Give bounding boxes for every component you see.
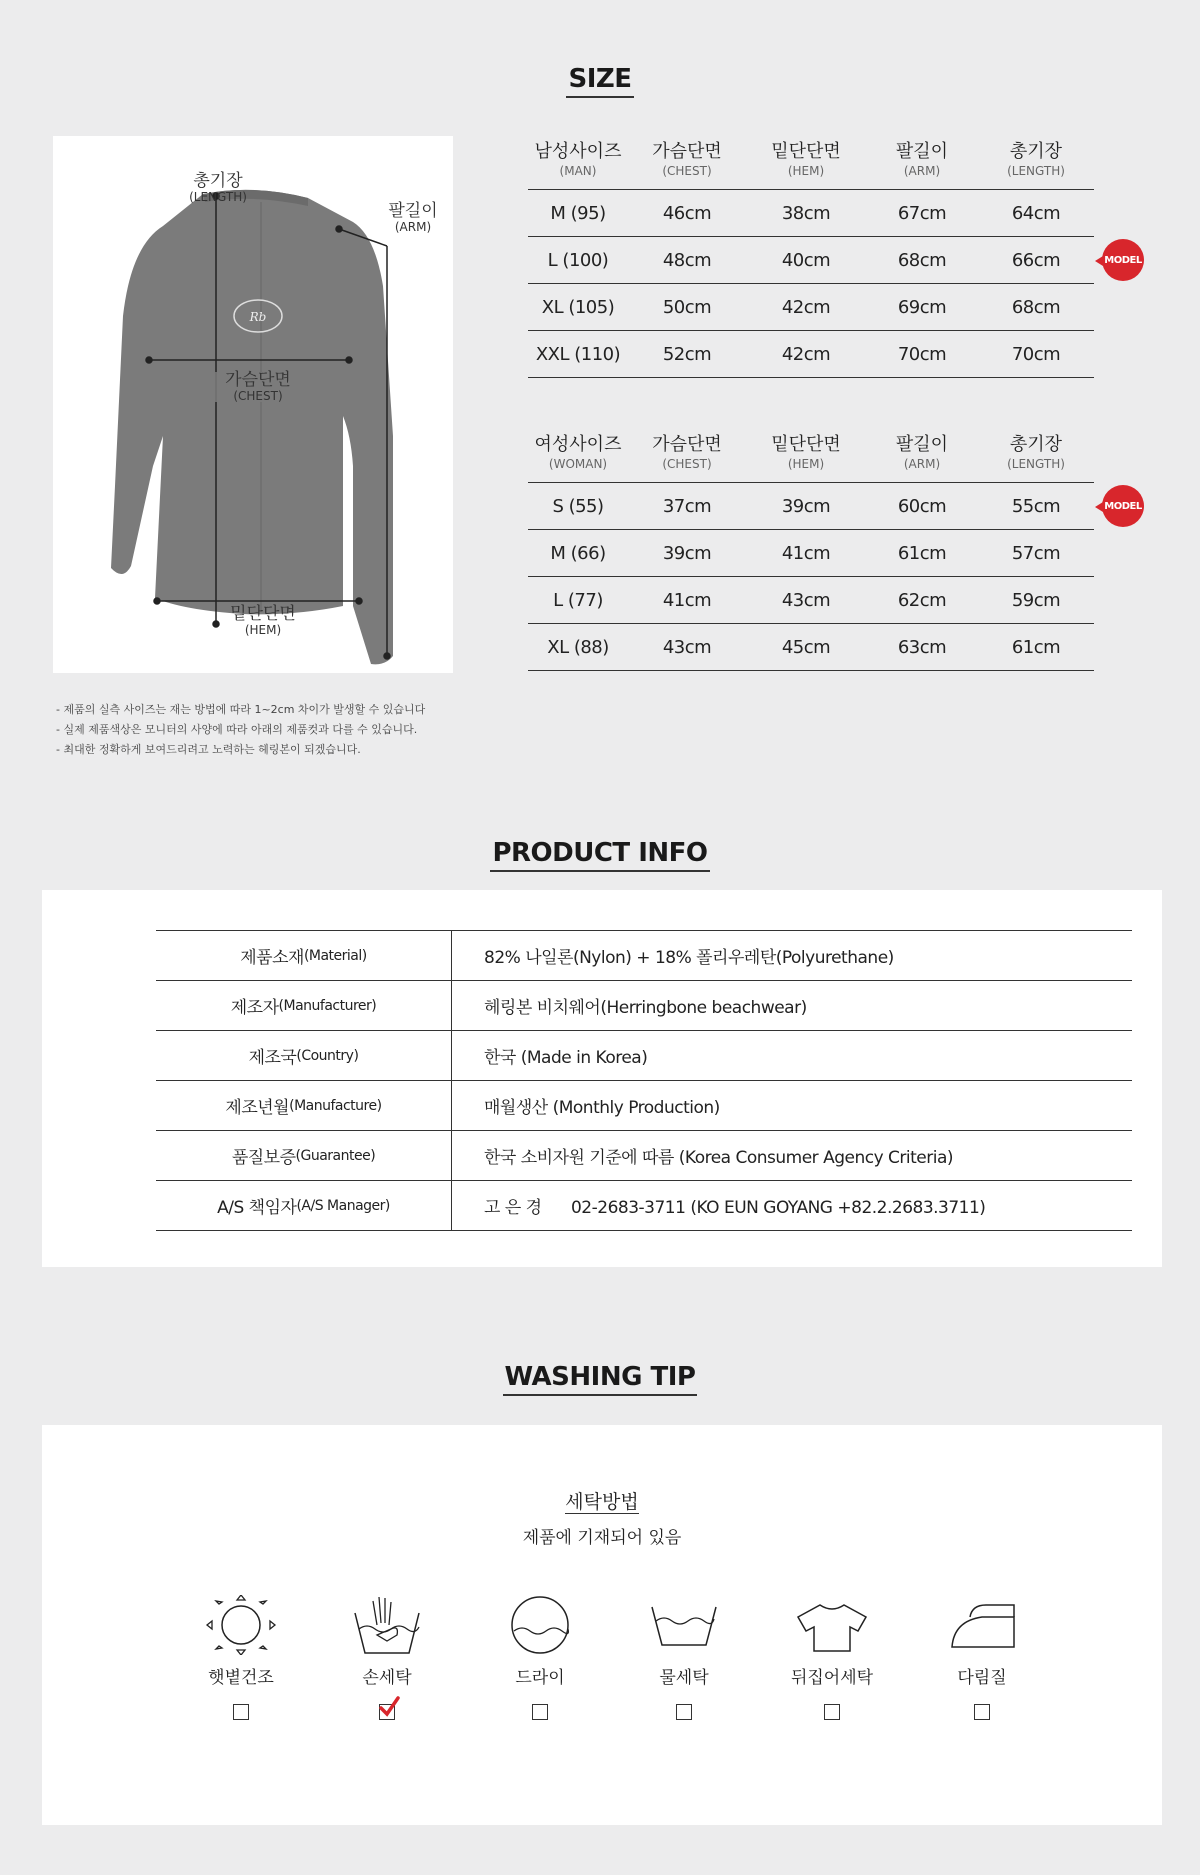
table-row: 품질보증 (Guarantee) 한국 소비자원 기준에 따름 (Korea Consumer Agency Criteria) <box>156 1131 1132 1181</box>
wash-item-iron: 다림질 <box>922 1595 1042 1720</box>
inside-out-shirt-icon <box>792 1595 872 1655</box>
dry-clean-icon <box>500 1595 580 1655</box>
checkbox-water-wash <box>676 1704 692 1720</box>
wash-item-sun-dry: 햇볕건조 <box>181 1595 301 1720</box>
table-row: 제조년월 (Manufacture) 매월생산 (Monthly Production) <box>156 1081 1132 1131</box>
check-icon <box>378 1695 400 1717</box>
table-row: XL (88) 43cm 45cm 63cm 61cm <box>528 624 1094 671</box>
table-row: L (77) 41cm 43cm 62cm 59cm <box>528 577 1094 624</box>
wash-item-hand-wash: 손세탁 <box>327 1595 447 1720</box>
sun-icon <box>201 1595 281 1655</box>
hem-label: 밑단단면 (HEM) <box>230 604 296 637</box>
table-row: 제품소재 (Material) 82% 나일론(Nylon) + 18% 폴리우레탄(Polyurethane) <box>156 931 1132 981</box>
size-diagram <box>53 136 453 673</box>
checkbox-iron <box>974 1704 990 1720</box>
men-size-table <box>528 137 1142 378</box>
size-title: SIZE <box>0 64 1200 94</box>
table-row: S (55) 37cm 39cm 60cm 55cm MODEL <box>528 483 1094 530</box>
chest-label: 가슴단면 (CHEST) <box>203 372 313 402</box>
model-badge: MODEL <box>1102 485 1144 527</box>
wash-item-water-wash: 물세탁 <box>624 1595 744 1720</box>
checkbox-hand-wash <box>379 1704 395 1720</box>
length-label: 총기장 (LENGTH) <box>189 171 247 204</box>
note-line: - 실제 제품색상은 모니터의 사양에 따라 아래의 제품컷과 다를 수 있습니다. <box>56 723 418 736</box>
table-header: 남성사이즈 (MAN) 가슴단면 (CHEST) 밑단단면 (HEM) 팔길이 (ARM) 총기장 (LENGTH) <box>528 137 1094 190</box>
product-info-title: PRODUCT INFO <box>0 838 1200 868</box>
washing-tip-title: WASHING TIP <box>0 1362 1200 1392</box>
note-line: - 최대한 정확하게 보여드리려고 노력하는 헤링본이 되겠습니다. <box>56 743 361 756</box>
table-row: XL (105) 50cm 42cm 69cm 68cm <box>528 284 1094 331</box>
product-info-table <box>156 930 1132 1231</box>
product-info-panel <box>42 890 1162 1267</box>
hand-wash-icon <box>347 1595 427 1655</box>
water-wash-icon <box>644 1595 724 1655</box>
washing-panel <box>42 1425 1162 1825</box>
wash-item-inside-out: 뒤집어세탁 <box>772 1595 892 1720</box>
table-row: 제조국 (Country) 한국 (Made in Korea) <box>156 1031 1132 1081</box>
table-row: L (100) 48cm 40cm 68cm 66cm MODEL <box>528 237 1094 284</box>
checkbox-sun-dry <box>233 1704 249 1720</box>
arm-label: 팔길이 (ARM) <box>388 201 438 234</box>
table-row: M (95) 46cm 38cm 67cm 64cm <box>528 190 1094 237</box>
washing-caption: 제품에 기재되어 있음 <box>522 1528 682 1548</box>
model-badge: MODEL <box>1102 239 1144 281</box>
table-header: 여성사이즈 (WOMAN) 가슴단면 (CHEST) 밑단단면 (HEM) 팔길이 (ARM) 총기장 (LENGTH) <box>528 430 1094 483</box>
checkbox-inside-out <box>824 1704 840 1720</box>
washing-subtitle: 세탁방법 <box>565 1491 639 1513</box>
table-row: A/S 책임자 (A/S Manager) 고 은 경 02-2683-3711 (KO EUN GOYANG +82.2.2683.3711) <box>156 1181 1132 1231</box>
checkbox-dry-clean <box>532 1704 548 1720</box>
iron-icon <box>942 1595 1022 1655</box>
note-line: - 제품의 실측 사이즈는 재는 방법에 따라 1~2cm 차이가 발생할 수 있습니다 <box>56 703 426 716</box>
women-size-table <box>528 430 1142 671</box>
table-row: 제조자 (Manufacturer) 헤링본 비치웨어(Herringbone beachwear) <box>156 981 1132 1031</box>
svg-text:Rb: Rb <box>249 310 267 324</box>
table-row: XXL (110) 52cm 42cm 70cm 70cm <box>528 331 1094 378</box>
size-notes <box>56 700 425 760</box>
wash-item-dry-clean: 드라이 <box>480 1595 600 1720</box>
table-row: M (66) 39cm 41cm 61cm 57cm <box>528 530 1094 577</box>
